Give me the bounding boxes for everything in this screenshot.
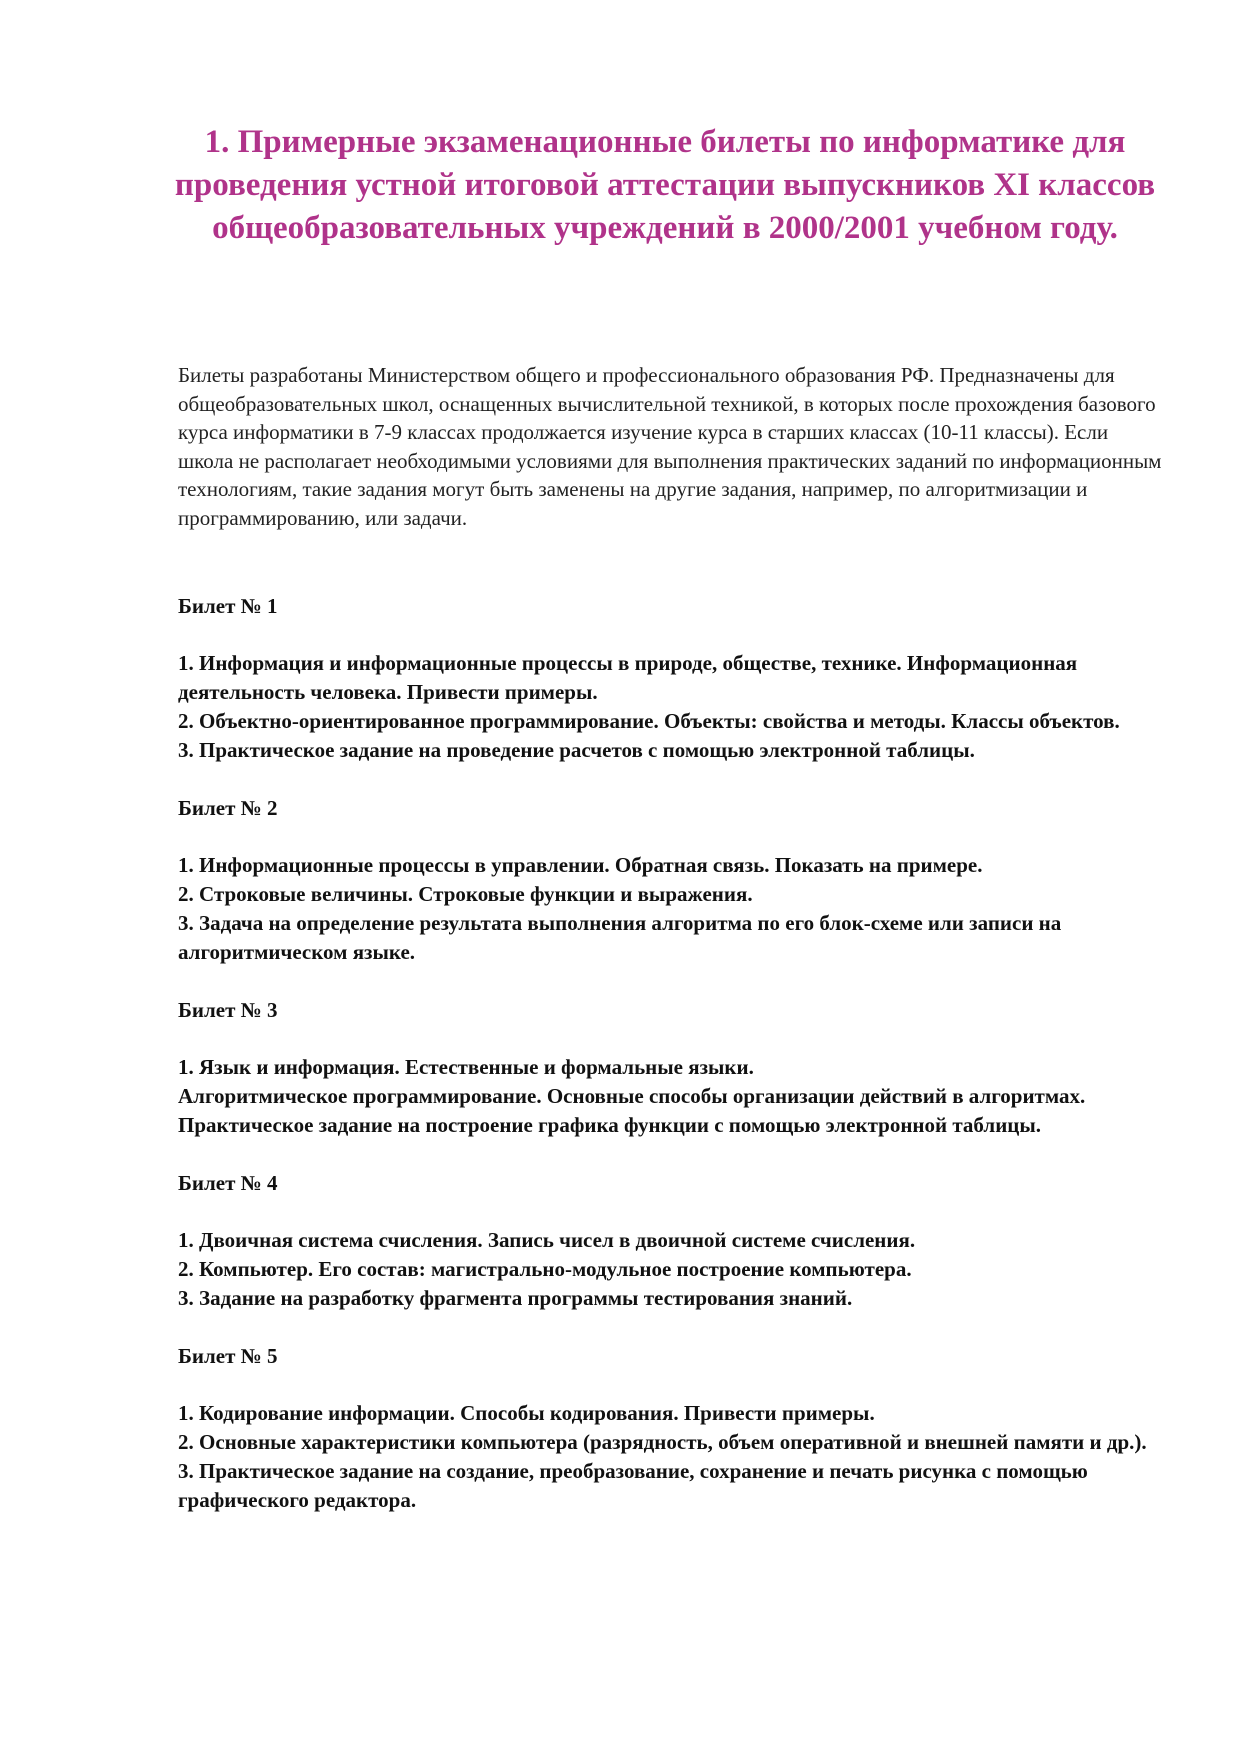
ticket-4 [178,1169,1168,1313]
ticket-heading: Билет № 4 [178,1171,278,1195]
ticket-question: 2. Объектно-ориентированное программирование. Объекты: свойства и методы. Классы объектов. [178,709,1120,733]
ticket-questions [178,1399,1168,1515]
ticket-questions [178,649,1168,765]
ticket-questions [178,1053,1168,1140]
ticket-question: Алгоритмическое программирование. Основные способы организации действий в алгоритмах. [178,1084,1086,1108]
ticket-5 [178,1342,1168,1515]
ticket-question: 2. Основные характеристики компьютера (разрядность, объем оперативной и внешней памяти и др.). [178,1430,1147,1454]
ticket-question: 1. Информация и информационные процессы в природе, обществе, технике. Информационная деятельность человека. Привести примеры. [178,651,1078,704]
ticket-questions [178,1226,1168,1313]
ticket-question: Практическое задание на построение графика функции с помощью электронной таблицы. [178,1113,1042,1137]
ticket-questions [178,851,1168,967]
ticket-question: 1. Информационные процессы в управлении. Обратная связь. Показать на примере. [178,853,983,877]
ticket-question: 2. Строковые величины. Строковые функции и выражения. [178,882,753,906]
ticket-question: 3. Задание на разработку фрагмента программы тестирования знаний. [178,1286,853,1310]
ticket-question: 1. Кодирование информации. Способы кодирования. Привести примеры. [178,1401,875,1425]
ticket-2 [178,794,1168,967]
ticket-heading: Билет № 2 [178,796,278,820]
ticket-heading: Билет № 3 [178,998,278,1022]
ticket-question: 1. Двоичная система счисления. Запись чисел в двоичной системе счисления. [178,1228,916,1252]
ticket-question: 3. Практическое задание на проведение расчетов с помощью электронной таблицы. [178,738,975,762]
ticket-heading: Билет № 5 [178,1344,278,1368]
ticket-1 [178,592,1168,765]
document-title: 1. Примерные экзаменационные билеты по информатике для проведения устной итоговой аттестации выпускников XI классов общеобразовательных учреждений в 2000/2001 учебном году. [174,124,1156,246]
intro-paragraph: Билеты разработаны Министерством общего и профессионального образования РФ. Предназначены для общеобразовательных школ, оснащенных вычислительной техникой, в которых после прохождения базового курса информатики в 7-9 классах продолжается изучение курса в старших классах (10-11 классы). Если школа не располагает необходимыми условиями для выполнения практических заданий по информационным технологиям, такие задания могут быть заменены на другие задания, например, по алгоритмизации и программированию, или задачи. [178,363,1162,530]
ticket-question: 2. Компьютер. Его состав: магистрально-модульное построение компьютера. [178,1257,912,1281]
ticket-question: 3. Практическое задание на создание, преобразование, сохранение и печать рисунка с помощью графического редактора. [178,1459,1088,1512]
ticket-question: 3. Задача на определение результата выполнения алгоритма по его блок-схеме или записи на алгоритмическом языке. [178,911,1062,964]
tickets-list [178,592,1168,1544]
ticket-question: 1. Язык и информация. Естественные и формальные языки. [178,1055,754,1079]
ticket-heading: Билет № 1 [178,594,278,618]
ticket-3 [178,996,1168,1140]
